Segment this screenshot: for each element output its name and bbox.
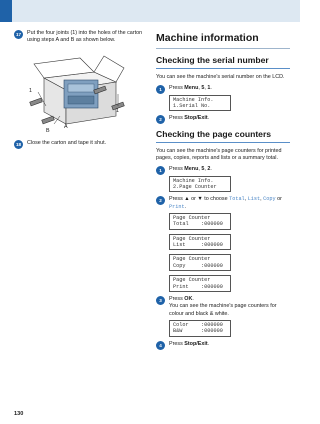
- lcd-serial: [169, 95, 231, 112]
- serial-heading-rule: [156, 68, 290, 69]
- carton-joints-illustration: [24, 50, 128, 134]
- lcd-line-2: B&W :000000: [173, 328, 223, 335]
- lcd-list: [169, 234, 231, 251]
- lcd-line-1: Machine Info.: [173, 96, 214, 103]
- period: .: [210, 85, 212, 92]
- counters-step-1: [156, 166, 290, 173]
- step-number-badge: 1: [156, 166, 165, 175]
- menu-key: Menu: [184, 85, 199, 92]
- option-list: List: [247, 196, 261, 203]
- step-number-badge: 17: [15, 32, 22, 37]
- left-column: [14, 30, 152, 148]
- step-text: Close the carton and tape it shut.: [27, 140, 107, 147]
- stop-exit-key: Stop/Exit: [184, 115, 208, 122]
- separator: ,: [198, 85, 202, 92]
- serial-intro: You can see the machine's serial number on the LCD.: [156, 74, 285, 80]
- lcd-total: [169, 213, 231, 230]
- step-text: Press: [169, 166, 185, 173]
- step-17: [14, 30, 152, 44]
- separator: or: [275, 196, 282, 203]
- option-total: Total: [229, 196, 245, 203]
- lcd-line-1: Machine Info.: [173, 177, 214, 184]
- lcd-color-bw: [169, 320, 231, 337]
- separator: ,: [204, 166, 208, 173]
- step-number-badge: 3: [156, 296, 165, 305]
- page-header-band: [0, 0, 300, 22]
- step-18: [14, 140, 152, 147]
- step-b-label: B: [46, 128, 50, 135]
- separator: ,: [204, 85, 208, 92]
- counters-step-4: [156, 341, 290, 348]
- lcd-line-1: Color :000000: [173, 321, 223, 328]
- lcd-line-2: 1.Serial No.: [173, 103, 211, 110]
- lcd-line-2: List :000000: [173, 242, 223, 249]
- counters-intro: You can see the machine's page counters for printed pages, copies, reports and lists or a summary total.: [156, 147, 282, 162]
- step-text: Press: [169, 296, 185, 303]
- step-detail: You can see the machine's page counters for colour and black & white.: [169, 303, 277, 317]
- lcd-line-2: 2.Page Counter: [173, 184, 217, 191]
- option-print: Print: [169, 203, 185, 210]
- lcd-line-1: Page Counter: [173, 214, 211, 221]
- step-number-badge: 2: [156, 115, 165, 124]
- lcd-line-2: Total :000000: [173, 221, 223, 228]
- key-5: 5: [201, 166, 205, 173]
- separator: ,: [260, 196, 264, 203]
- page-number: 130: [14, 411, 24, 417]
- step-number-badge: 1: [156, 85, 165, 94]
- lcd-line-2: Print :000000: [173, 283, 223, 290]
- period: .: [192, 296, 194, 303]
- right-column: [156, 30, 290, 348]
- carton-illustration-svg: [24, 50, 128, 134]
- period: .: [207, 340, 210, 347]
- step-a-label: A: [64, 124, 68, 131]
- step-text: Press: [169, 340, 185, 347]
- joint-label-left: 1: [29, 88, 32, 95]
- counters-step-2: [156, 196, 290, 210]
- page-counters-heading: Checking the page counters: [156, 128, 272, 139]
- step-number-badge: 18: [15, 142, 22, 148]
- joint-label-right: 1: [116, 108, 119, 115]
- chapter-tab: [0, 0, 12, 22]
- step-number-badge: 4: [156, 341, 165, 350]
- period: .: [210, 166, 212, 173]
- stop-exit-key: Stop/Exit: [184, 340, 208, 347]
- option-copy: Copy: [263, 196, 276, 203]
- period: .: [184, 203, 187, 210]
- section-title: Machine information: [156, 32, 259, 44]
- lcd-line-1: Page Counter: [173, 235, 211, 242]
- step-text: Press: [169, 85, 185, 92]
- separator: ,: [244, 196, 248, 203]
- lcd-line-1: Page Counter: [173, 256, 211, 263]
- counters-heading-rule: [156, 142, 290, 143]
- key-1: 1: [207, 85, 211, 92]
- step-number-badge: 2: [156, 196, 165, 205]
- key-5: 5: [201, 85, 205, 92]
- section-title-rule: [156, 48, 290, 49]
- step-text: Press ▲ or ▼ to choose: [169, 196, 230, 203]
- counters-step-3: [156, 296, 290, 318]
- separator: ,: [198, 166, 202, 173]
- serial-step-1: [156, 85, 290, 92]
- lcd-print: [169, 275, 231, 292]
- step-text: Press: [169, 115, 185, 122]
- ok-key: OK: [184, 296, 193, 303]
- step-text: Put the four joints (1) into the holes of the carton using steps A and B as shown below.: [27, 30, 143, 44]
- period: .: [207, 115, 210, 122]
- lcd-page-counter-menu: [169, 176, 231, 193]
- lcd-copy: [169, 254, 231, 271]
- serial-step-2: [156, 115, 290, 122]
- key-2: 2: [207, 166, 211, 173]
- lcd-line-1: Page Counter: [173, 277, 211, 284]
- menu-key: Menu: [184, 166, 199, 173]
- lcd-line-2: Copy :000000: [173, 262, 223, 269]
- serial-number-heading: Checking the serial number: [156, 55, 269, 65]
